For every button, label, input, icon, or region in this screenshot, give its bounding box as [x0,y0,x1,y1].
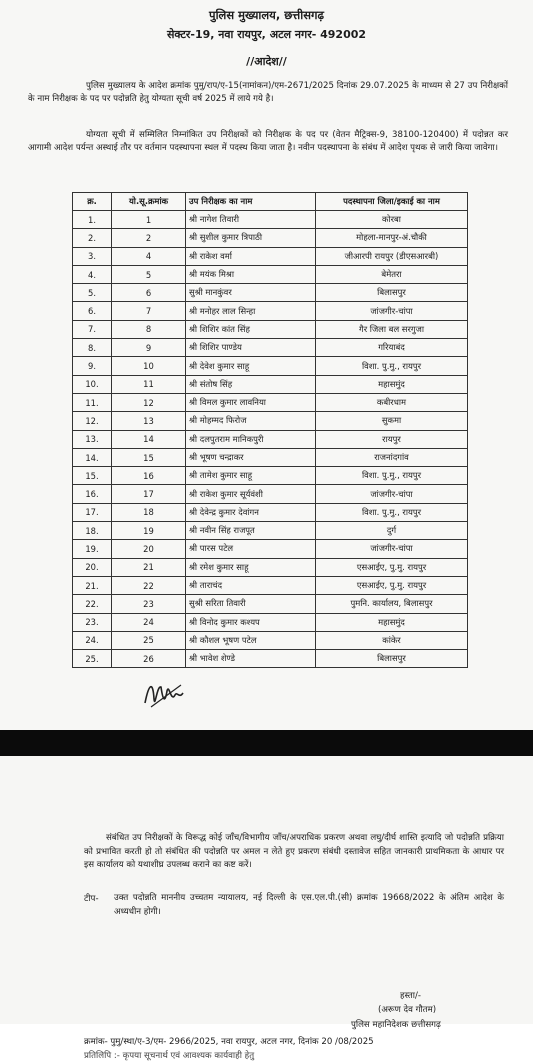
table-row [73,247,468,265]
cell-posting: कांकेर [316,631,468,649]
cell-merit-no: 14 [112,430,186,448]
cell-serial: 11. [73,393,112,411]
page-separator [0,730,533,756]
cell-name: श्री राकेश कुमार सूर्यवंशी [186,485,316,503]
cell-posting: दुर्ग [316,522,468,540]
cell-serial: 10. [73,375,112,393]
cell-merit-no: 2 [112,229,186,247]
cell-posting: राजनांदगांव [316,448,468,466]
cell-posting: जीआरपी रायपुर (डीएसआरबी) [316,247,468,265]
cell-name: सुश्री सरिता तिवारी [186,595,316,613]
cell-name: श्री नवीन सिंह राजपूत [186,522,316,540]
table-row [73,339,468,357]
cell-posting: पुमनि. कार्यालय, बिलासपुर [316,595,468,613]
cell-merit-no: 4 [112,247,186,265]
cell-name: श्री ताराचंद [186,576,316,594]
cell-serial: 22. [73,595,112,613]
table-row [73,576,468,594]
order-paragraph-1: पुलिस मुख्यालय के आदेश क्रमांक पुमु/राप/ए-15(नामांकन)/एम-2671/2025 दिनांक 29.07.2025 के माध्यम से 27 उप निरीक्षकों के नाम निरीक्षक के पद पर पदोन्नति हेतु योग्यता सूची वर्ष 2025 में लाये गये है। [28,81,508,104]
col-posting: पदस्थापना जिला/इकाई का नाम [316,193,468,211]
cell-serial: 13. [73,430,112,448]
table-row [73,393,468,411]
table-row [73,357,468,375]
cell-name: श्री मयंक मिश्रा [186,265,316,283]
cell-posting: विशा. पु.मु., रायपुर [316,503,468,521]
cell-name: श्री भावेश शेण्डे [186,650,316,668]
cell-merit-no: 10 [112,357,186,375]
cell-merit-no: 7 [112,302,186,320]
table-row [73,448,468,466]
cell-merit-no: 19 [112,522,186,540]
table-row [73,265,468,283]
cell-name: श्री मोहम्मद फिरोज [186,412,316,430]
cell-serial: 19. [73,540,112,558]
col-name: उप निरीक्षक का नाम [186,193,316,211]
cell-posting: कोरबा [316,211,468,229]
table-row [73,558,468,576]
cell-merit-no: 5 [112,265,186,283]
cell-name: श्री नागेश तिवारी [186,211,316,229]
order-heading: //आदेश// [246,55,287,68]
order-page-2 [0,756,533,1061]
cell-serial: 25. [73,650,112,668]
cell-serial: 23. [73,613,112,631]
table-row [73,229,468,247]
cell-posting: सुकमा [316,412,468,430]
cell-serial: 16. [73,485,112,503]
note-label: टीप- [84,894,99,904]
table-row [73,631,468,649]
officer-title: पुलिस महानिदेशक छत्तीसगढ़ [351,1020,441,1030]
cell-merit-no: 26 [112,650,186,668]
cell-name: श्री शिशिर कांत सिंह [186,320,316,338]
signature-mark [141,673,187,713]
cell-merit-no: 21 [112,558,186,576]
cell-name: श्री संतोष सिंह [186,375,316,393]
col-serial: क्र. [73,193,112,211]
cell-posting: महासमुंद [316,375,468,393]
table-row [73,320,468,338]
cell-merit-no: 1 [112,211,186,229]
cell-posting: गैर जिला बल सरगुजा [316,320,468,338]
cell-serial: 18. [73,522,112,540]
cell-serial: 20. [73,558,112,576]
cell-merit-no: 15 [112,448,186,466]
table-row [73,595,468,613]
cell-posting: एसआईए, पु.मु. रायपुर [316,558,468,576]
cell-merit-no: 24 [112,613,186,631]
cell-posting: बिलासपुर [316,650,468,668]
cell-merit-no: 18 [112,503,186,521]
inquiry-paragraph: संबंधित उप निरीक्षकों के विरूद्ध कोई जाँच/विभागीय जाँच/अपराधिक प्रकरण अथवा लघु/दीर्घ शास्ति इत्यादि जो पदोन्नति प्रक्रिया को प्रभावित करती हो तो संबंधित की पदोन्नति पर अमल न लेते हुए प्रकरण संबंधी दस्तावेज सहित जानकारी प्राथमिकता के आधार पर इस कार्यालय को यथाशीघ्र उपलब्ध कराने का कष्ट करें। [84,833,504,871]
cell-serial: 9. [73,357,112,375]
cell-posting: गरियाबंद [316,339,468,357]
table-row [73,485,468,503]
cell-merit-no: 9 [112,339,186,357]
reference-number: क्रमांक- पुमु/स्था/ए-3/एम- 2966/2025, नवा रायपुर, अटल नगर, दिनांक 20 /08/2025 [84,1037,374,1047]
cell-posting: महासमुंद [316,613,468,631]
cell-serial: 17. [73,503,112,521]
officer-name: (अरूण देव गौतम) [378,1005,437,1015]
cell-serial: 8. [73,339,112,357]
office-title: पुलिस मुख्यालय, छत्तीसगढ़ [209,8,324,22]
cell-posting: बेमेतरा [316,265,468,283]
cell-posting: एसआईए, पु.मु. रायपुर [316,576,468,594]
cell-name: श्री विमल कुमार लावनिया [186,393,316,411]
cell-name: श्री शिशिर पाण्डेय [186,339,316,357]
table-row [73,375,468,393]
table-row [73,540,468,558]
table-header-row [73,193,468,211]
cell-posting: जांजगीर-चांपा [316,540,468,558]
cell-name: श्री सुशील कुमार त्रिपाठी [186,229,316,247]
signed-label: हस्ता/- [400,991,422,1001]
cell-name: श्री भूषण चन्द्राकर [186,448,316,466]
cell-merit-no: 16 [112,467,186,485]
cell-posting: कबीरधाम [316,393,468,411]
cell-serial: 21. [73,576,112,594]
promotion-table [72,192,468,668]
cell-serial: 7. [73,320,112,338]
cell-serial: 6. [73,302,112,320]
table-row [73,613,468,631]
cell-serial: 4. [73,265,112,283]
cell-merit-no: 25 [112,631,186,649]
cell-name: श्री कौशल भूषण पटेल [186,631,316,649]
table-row [73,650,468,668]
cell-serial: 5. [73,284,112,302]
table-row [73,302,468,320]
cell-name: श्री दलपुतराम मानिकपुरी [186,430,316,448]
cell-serial: 2. [73,229,112,247]
table-row [73,430,468,448]
cell-merit-no: 13 [112,412,186,430]
cell-serial: 15. [73,467,112,485]
cell-serial: 14. [73,448,112,466]
cell-posting: मोहला-मानपुर-अं.चौकी [316,229,468,247]
cell-merit-no: 8 [112,320,186,338]
cell-posting: जांजगीर-चांपा [316,302,468,320]
cell-serial: 3. [73,247,112,265]
cell-name: श्री तामेश कुमार साहू [186,467,316,485]
cell-name: श्री विनोद कुमार कश्यप [186,613,316,631]
note-paragraph: उक्त पदोन्नति माननीय उच्चतम न्यायालय, नई दिल्ली के एस.एल.पी.(सी) क्रमांक 19668/2022 के अंतिम आदेश के अध्यधीन होगी। [114,893,504,917]
table-row [73,211,468,229]
table-row [73,467,468,485]
col-merit-no: यो.सू.क्रमांक [112,193,186,211]
cell-merit-no: 11 [112,375,186,393]
cell-posting: बिलासपुर [316,284,468,302]
table-row [73,284,468,302]
table-row [73,503,468,521]
cell-name: श्री रमेश कुमार साहू [186,558,316,576]
cell-merit-no: 22 [112,576,186,594]
cell-merit-no: 23 [112,595,186,613]
cell-merit-no: 12 [112,393,186,411]
cell-name: श्री मनोहर लाल सिन्हा [186,302,316,320]
cell-posting: जांजगीर-चांपा [316,485,468,503]
cell-merit-no: 6 [112,284,186,302]
cell-name: श्री राकेश वर्मा [186,247,316,265]
cell-posting: विशा. पु.मु., रायपुर [316,357,468,375]
cell-posting: रायपुर [316,430,468,448]
order-paragraph-2: योग्यता सूची में सम्मिलित निम्नांकित उप निरीक्षकों को निरीक्षक के पद पर (वेतन मैट्रिक्स-9, 38100-120400) में पदोन्नत कर आगामी आदेश पर्यन्त अस्थाई तौर पर वर्तमान पदस्थापना स्थल में पदस्थ किया जाता है। नवीन पदस्थापना के संबंध में आदेश पृथक से जारी किया जावेगा। [28,130,508,153]
cell-name: सुश्री मानकुंवर [186,284,316,302]
cell-name: श्री देवेश कुमार साहू [186,357,316,375]
office-address: सेक्टर-19, नवा रायपुर, अटल नगर- 492002 [166,28,367,41]
cell-name: श्री पारस पटेल [186,540,316,558]
cell-serial: 24. [73,631,112,649]
cell-posting: विशा. पु.मु., रायपुर [316,467,468,485]
copy-line: प्रतिलिपि :- कृपया सूचनार्थ एवं आवश्यक कार्यवाही हेतु [84,1051,255,1061]
table-row [73,412,468,430]
cell-merit-no: 17 [112,485,186,503]
cell-merit-no: 20 [112,540,186,558]
cell-name: श्री देवेन्द्र कुमार देवांगन [186,503,316,521]
cell-serial: 1. [73,211,112,229]
cell-serial: 12. [73,412,112,430]
table-row [73,522,468,540]
